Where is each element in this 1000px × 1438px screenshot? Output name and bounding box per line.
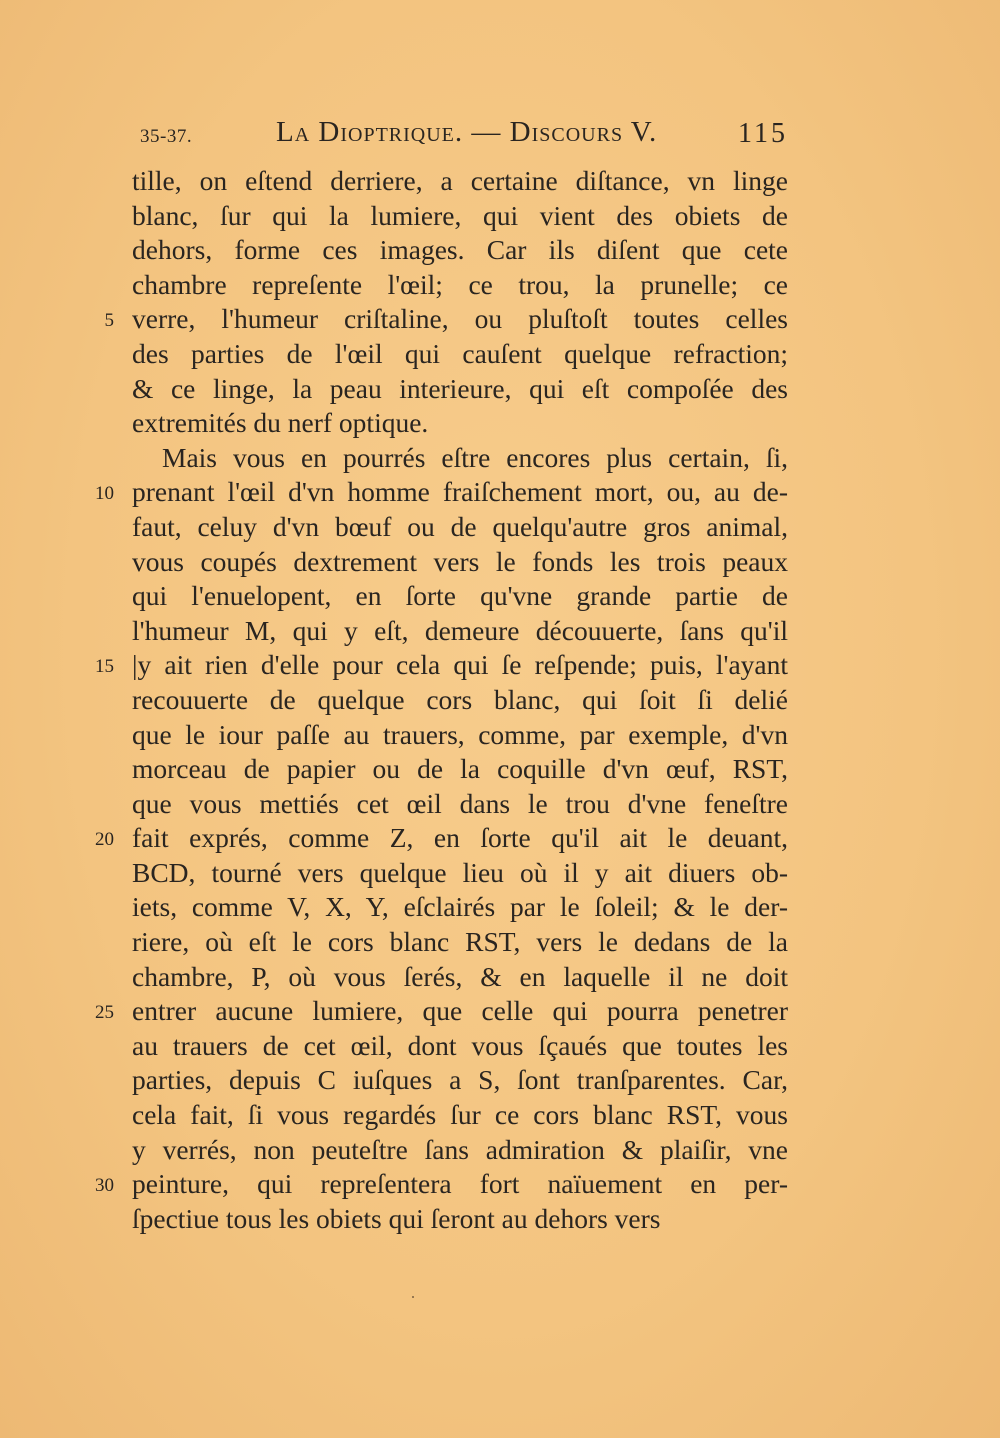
text-line: que le iour paſſe au trauers, comme, par exemple, d'vn [132,718,788,750]
paper-speck [412,1296,414,1298]
margin-line-number: 5 [104,310,114,332]
text-line: blanc, ſur qui la lumiere, qui vient des obiets de [132,199,788,231]
text-line: recouuerte de quelque cors blanc, qui ſoit ſi delié [132,683,788,715]
text-line: chambre, P, où vous ſerés, & en laquelle il ne doit [132,960,788,992]
text-line: extremités du nerf optique. [132,407,429,439]
text-line: chambre repreſente l'œil; ce trou, la prunelle; ce [132,268,788,300]
text-line: fait exprés, comme Z, en ſorte qu'il ait le deuant, [132,822,788,854]
text-line: BCD, tourné vers quelque lieu où il y ait diuers ob- [132,856,788,888]
text-line: parties, depuis C iuſques a S, ſont tranſparentes. Car, [132,1064,788,1096]
text-line: verre, l'humeur criſtaline, ou pluſtoſt toutes celles [132,303,788,335]
text-line: faut, celuy d'vn bœuf ou de quelqu'autre gros animal, [132,510,788,542]
text-line: iets, comme V, X, Y, eſclairés par le ſoleil; & le der- [132,891,788,923]
text-line: des parties de l'œil qui cauſent quelque refraction; [132,337,788,369]
margin-line-number: 10 [95,483,114,505]
text-line: vous coupés dextrement vers le fonds les trois peaux [132,545,788,577]
text-line: y verrés, non peuteſtre ſans admiration & plaiſir, vne [132,1133,788,1165]
margin-line-number: 25 [95,1002,114,1024]
section-range: 35-37. [140,126,193,147]
body-text [132,164,788,1236]
text-line: peinture, qui repreſentera fort naïuement en per- [132,1168,788,1200]
text-line: morceau de papier ou de la coquille d'vn œuf, RST, [132,753,788,785]
margin-line-number: 30 [95,1175,114,1197]
text-line: Mais vous en pourrés eſtre encores plus certain, ſi, [162,441,788,473]
running-header [138,112,798,152]
text-line: ſpectiue tous les obiets qui ſeront au dehors vers [132,1202,661,1234]
page-number: 115 [738,118,788,149]
margin-line-number: 15 [95,656,114,678]
margin-line-number: 20 [95,829,114,851]
text-line: qui l'enuelopent, en ſorte qu'vne grande partie de [132,580,788,612]
text-line: cela fait, ſi vous regardés ſur ce cors blanc RST, vous [132,1099,788,1131]
text-line: prenant l'œil d'vn homme fraiſchement mort, ou, au de- [132,476,788,508]
text-line: |y ait rien d'elle pour cela qui ſe reſpende; puis, l'ayant [132,649,788,681]
text-line: & ce linge, la peau interieure, qui eſt compoſée des [132,372,788,404]
text-line: au trauers de cet œil, dont vous ſçaués que toutes les [132,1029,788,1061]
text-line: l'humeur M, qui y eſt, demeure découuerte, ſans qu'il [132,614,788,646]
running-title: La Dioptrique. — Discours V. [276,116,658,148]
text-line: riere, où eſt le cors blanc RST, vers le dedans de la [132,926,788,958]
text-line: tille, on eſtend derriere, a certaine diſtance, vn linge [132,165,788,196]
text-line: que vous mettiés cet œil dans le trou d'vne feneſtre [132,787,788,819]
text-line: entrer aucune lumiere, que celle qui pourra penetrer [132,995,788,1027]
text-line: dehors, forme ces images. Car ils diſent que cete [132,234,788,266]
